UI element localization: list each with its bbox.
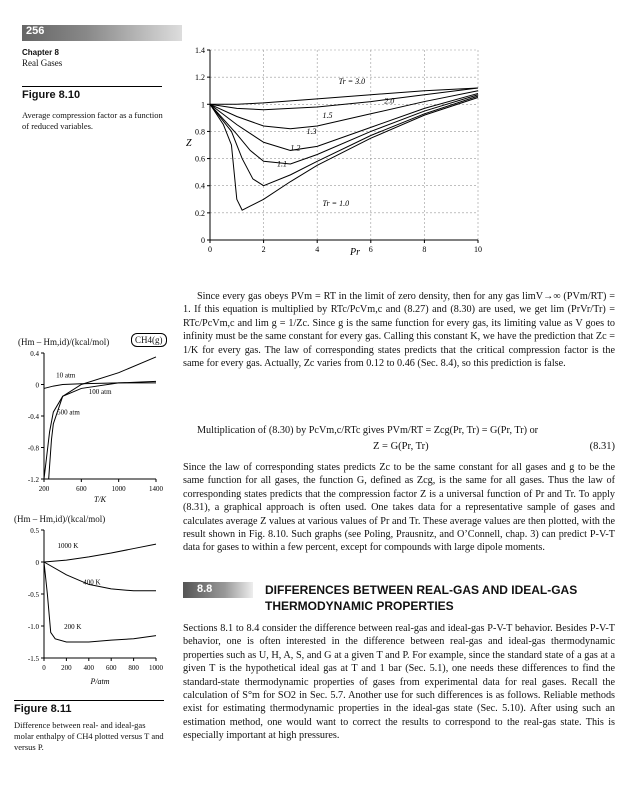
equation-text: Z = G(Pr, Tr) — [373, 441, 429, 452]
figure-8-11-top-chart — [10, 348, 170, 508]
y-tick-label: 1.4 — [195, 46, 205, 55]
fig11-bottom-ylabel: (Hm – Hm,id)/(kcal/mol) — [14, 514, 106, 524]
y-tick-label: 0 — [201, 236, 205, 245]
x-tick-label: 0 — [208, 245, 212, 254]
ch4-badge: CH4(g) — [131, 333, 167, 347]
series-line-1 — [44, 381, 156, 479]
y-tick-label: 0.4 — [195, 181, 205, 191]
series-line-0 — [210, 88, 478, 104]
y-tick-label: 0.8 — [195, 127, 205, 137]
y-tick-label: -0.8 — [27, 444, 39, 453]
x-axis-label: Pr — [350, 247, 360, 258]
series-label: 100 atm — [88, 387, 112, 396]
curve-label: 1.2 — [290, 143, 301, 153]
y-tick-label: 0.2 — [195, 208, 205, 218]
section-title: DIFFERENCES BETWEEN REAL-GAS AND IDEAL-GAS THERMODYNAMIC PROPERTIES — [265, 583, 578, 613]
y-tick-label: -0.5 — [27, 591, 39, 599]
y-tick-label: 0.5 — [30, 527, 39, 535]
series-label: 1000 K — [57, 541, 79, 550]
x-axis-label: T/K — [93, 495, 107, 504]
curve-label: Tr = 1.0 — [322, 199, 350, 209]
figure-8-10-label: Figure 8.10 — [22, 86, 162, 101]
x-tick-label: 2 — [261, 245, 266, 254]
y-tick-label: -1.5 — [27, 655, 39, 663]
x-tick-label: 600 — [76, 485, 87, 493]
fig11-top-ylabel: (Hm – Hm,id)/(kcal/mol) — [18, 337, 110, 347]
y-tick-label: 0 — [35, 559, 39, 567]
series-label: 200 K — [64, 623, 82, 632]
series-line-3 — [210, 93, 478, 153]
paragraph-3: Since the law of corresponding states predicts Zc to be the same constant for all gases and g to be the same function for all gases, the function G, defined as Zcg, is the same for all gases. Thus the law of corresponding states predicts that the compression factor Z is a universal function of Pr and Tr. To apply (8.31), a graphical approach is often used. One takes data for a representative sample of gases and calculates average Z values at various values of Pr and Tr. These average values are then plotted, with the result shown in Fig. 8.10. Such graphs (see Poling, Prausnitz, and O’Connell, chap. 3) can predict P-V-T data for gases to within a few percent, except for compounds with large dipole moments. — [183, 462, 615, 554]
y-tick-label: -1.2 — [27, 476, 39, 484]
series-line-2 — [44, 562, 156, 642]
x-tick-label: 0 — [42, 664, 46, 672]
section-number-bar — [183, 582, 253, 598]
x-tick-label: 1000 — [149, 664, 163, 672]
x-tick-label: 8 — [422, 245, 427, 254]
section-number: 8.8 — [197, 583, 213, 595]
figure-8-10-chart — [178, 40, 488, 265]
paragraph-4: Sections 8.1 to 8.4 consider the difference between real-gas and ideal-gas P-V-T behavior. Besides P-V-T behavior, one is often interested in the difference between real-gas and ideal-gas thermodynamic properties such as U, H, A, S, and G at a given T and P. For example, since the standard state of a gas at a given T is the hypothetical ideal gas at T and 1 bar (Sec. 5.1), one needs these differences to find the standard-state thermodynamic properties of gases from experimental data for real gases. Recall the calculation of S°m for SO2 in Sec. 5.7. Another use for such differences is as follows. Reliable methods exist for estimating thermodynamic properties in the ideal-gas state (Sec. 5.10). After using such an estimation method, one would want to correct the results to correspond to the real-gas state. This is especially important at high pressures. — [183, 623, 615, 742]
series-line-1 — [44, 562, 156, 591]
chapter-title: Real Gases — [22, 58, 63, 68]
x-tick-label: 6 — [368, 245, 373, 254]
curve-label: 1.5 — [322, 110, 333, 120]
series-label: 10 atm — [56, 371, 76, 380]
x-tick-label: 600 — [105, 664, 117, 672]
y-tick-label: -0.4 — [27, 413, 39, 421]
y-tick-label: 1 — [201, 100, 205, 110]
equation-number: (8.31) — [589, 441, 615, 452]
y-tick-label: -1.0 — [27, 623, 39, 631]
y-axis-label: Z — [186, 138, 192, 149]
x-tick-label: 400 — [83, 664, 95, 672]
x-tick-label: 10 — [474, 245, 482, 254]
x-tick-label: 4 — [315, 245, 320, 254]
series-label: 500 atm — [57, 408, 80, 417]
series-line-5 — [210, 96, 478, 186]
y-tick-label: 0.4 — [30, 350, 39, 358]
series-line-4 — [210, 95, 478, 164]
y-tick-label: 1.2 — [195, 73, 205, 83]
y-tick-label: 0.6 — [195, 154, 205, 164]
paragraph-1: Since every gas obeys PVm = RT in the limit of zero density, then for any gas limV→∞ (PVm/RT) = 1. If this equation is multiplied by RTc/PcVm,c and (8.27) and (8.30) are used, we get lim (PrVr/Tr) = RTc/PcVm,c and lim g = 1/Zc. Since g is the same function for every gas, its limiting value as V goes to infinity must be the same constant for every gas. Calling this constant K, we have the prediction that Zc = 1/K for every gas. The law of corresponding states predicts that the critical compression factor is the same for every gas. Actually, Zc varies from 0.12 to 0.46 (Sec. 8.4), so this prediction is false. — [183, 291, 615, 370]
curve-label: Tr = 3.0 — [338, 76, 366, 86]
series-line-6 — [210, 98, 478, 211]
chapter-number: Chapter 8 — [22, 48, 59, 57]
x-axis-label: P/atm — [90, 677, 110, 686]
x-tick-label: 200 — [61, 664, 72, 672]
paragraph-2: Multiplication of (8.30) by PcVm,c/RTc gives PVm/RT = Zcg(Pr, Tr) = G(Pr, Tr) or — [197, 425, 539, 436]
curve-label: 1.1 — [277, 159, 287, 169]
curve-label: 2.0 — [384, 96, 395, 106]
x-tick-label: 1000 — [111, 485, 126, 493]
x-tick-label: 200 — [38, 485, 50, 493]
figure-8-11-label: Figure 8.11 — [14, 700, 164, 715]
page-number: 256 — [26, 25, 45, 37]
figure-8-10-caption: Average compression factor as a function of reduced variables. — [22, 110, 163, 131]
series-label: 400 K — [83, 578, 101, 587]
page-number-bar — [22, 25, 182, 41]
x-tick-label: 1400 — [149, 485, 163, 493]
section-heading — [183, 582, 615, 616]
x-tick-label: 800 — [128, 664, 139, 672]
figure-8-11-bottom-chart — [10, 524, 170, 692]
figure-8-11-caption: Difference between real- and ideal-gas molar enthalpy of CH4 plotted versus T and versus P. — [14, 720, 164, 752]
curve-label: 1.3 — [306, 127, 317, 137]
y-tick-label: 0 — [35, 381, 39, 390]
